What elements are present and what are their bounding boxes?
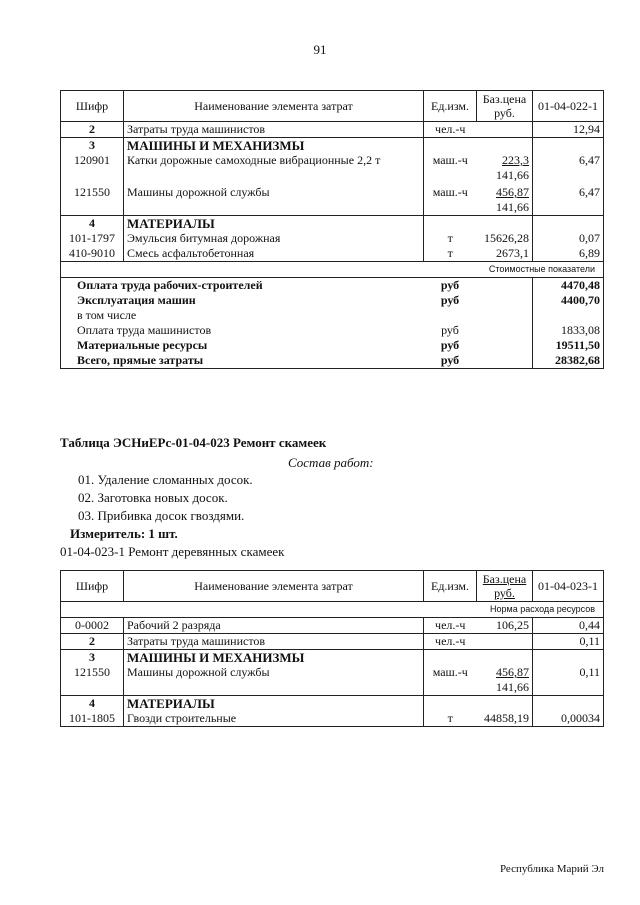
sub-header-row: Стоимостные показатели	[61, 262, 604, 278]
footer-region: Республика Марий Эл	[499, 863, 604, 875]
table-row: 121550 Машины дорожной службы маш.-ч 456,87 141,66 0,11	[61, 665, 604, 696]
header-code: Шифр	[61, 91, 124, 122]
table-row: 3 МАШИНЫ И МЕХАНИЗМЫ	[61, 138, 604, 154]
header-code-column: 01-04-023-1	[533, 571, 604, 602]
summary-row: в том числе	[61, 308, 604, 323]
table-row: 0-0002 Рабочий 2 разряда чел.-ч 106,25 0,44	[61, 618, 604, 634]
work-item: 03. Прибивка досок гвоздями.	[78, 508, 245, 523]
composition-title: Состав работ:	[288, 455, 374, 470]
table-header	[61, 91, 604, 122]
summary-row: Оплата труда рабочих-строителей руб 4470,48	[61, 278, 604, 294]
cost-table-1	[60, 90, 604, 369]
table-row: 101-1797 Эмульсия битумная дорожная т 15626,28 0,07	[61, 231, 604, 246]
page-number: 91	[313, 42, 327, 57]
header-name: Наименование элемента затрат	[124, 91, 424, 122]
work-item: 01. Удаление сломанных досок.	[78, 472, 253, 487]
table-title: Таблица ЭСНиЕРс-01-04-023 Ремонт скамеек	[60, 435, 327, 450]
header-code: Шифр	[61, 571, 124, 602]
summary-row: Материальные ресурсы руб 19511,50	[61, 338, 604, 353]
header-unit: Ед.изм.	[424, 571, 477, 602]
table-row: 101-1805 Гвозди строительные т 44858,19 0,00034	[61, 711, 604, 727]
summary-row: Всего, прямые затраты руб 28382,68	[61, 353, 604, 369]
summary-row: Оплата труда машинистов руб 1833,08	[61, 323, 604, 338]
cost-table-2	[60, 570, 604, 727]
table-header	[61, 571, 604, 602]
item-title: 01-04-023-1 Ремонт деревянных скамеек	[60, 544, 285, 559]
sub-header-row: Норма расхода ресурсов	[61, 602, 604, 618]
table-row: 2 Затраты труда машинистов чел.-ч 0,11	[61, 634, 604, 650]
table-row: 3 МАШИНЫ И МЕХАНИЗМЫ	[61, 650, 604, 666]
table-row: 410-9010 Смесь асфальтобетонная т 2673,1 6,89	[61, 246, 604, 262]
header-price: Баз.цена руб.	[477, 91, 533, 122]
meter: Измеритель: 1 шт.	[70, 526, 178, 541]
table-row: 120901 Катки дорожные самоходные вибрационные 2,2 т маш.-ч 223,3 141,66 6,47	[61, 153, 604, 183]
work-item: 02. Заготовка новых досок.	[78, 490, 228, 505]
table-row: 4 МАТЕРИАЛЫ	[61, 696, 604, 712]
table-row: 4 МАТЕРИАЛЫ	[61, 216, 604, 232]
summary-row: Эксплуатация машин руб 4400,70	[61, 293, 604, 308]
table-row: 2 Затраты труда машинистов чел.-ч 12,94	[61, 122, 604, 138]
header-name: Наименование элемента затрат	[124, 571, 424, 602]
table-row: 121550 Машины дорожной службы маш.-ч 456,87 141,66 6,47	[61, 183, 604, 216]
header-code-column: 01-04-022-1	[533, 91, 604, 122]
header-price: Баз.цена руб.	[477, 571, 533, 602]
header-unit: Ед.изм.	[424, 91, 477, 122]
